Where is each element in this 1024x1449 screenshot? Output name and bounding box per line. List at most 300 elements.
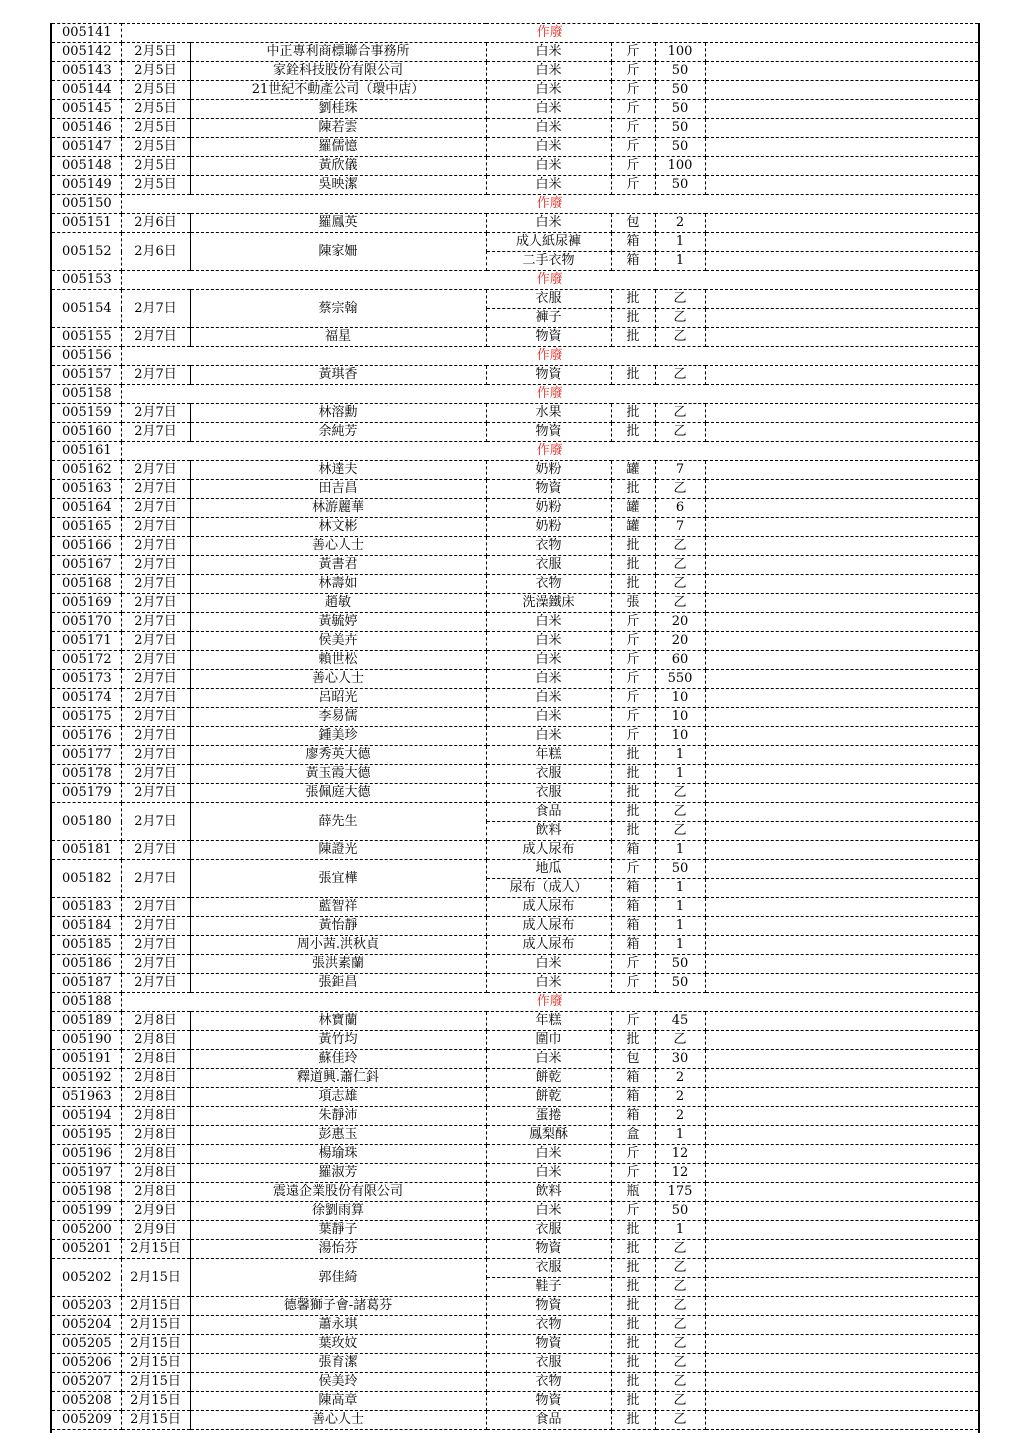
receipt-number: 005179: [52, 784, 121, 803]
item-quantity: 乙: [655, 404, 705, 423]
donor-name: 侯美玲: [190, 1373, 486, 1392]
item-unit: 斤: [611, 1202, 655, 1221]
item-quantity: 乙: [655, 290, 705, 309]
donor-name: 陳若雲: [190, 119, 486, 138]
item-quantity: 50: [655, 100, 705, 119]
item-quantity: 6: [655, 499, 705, 518]
remarks-cell: [705, 651, 978, 670]
remarks-cell: [705, 461, 978, 480]
donation-date: 2月7日: [121, 917, 190, 936]
item-unit: 批: [611, 480, 655, 499]
receipt-number: 005158: [52, 385, 121, 404]
item-unit: 斤: [611, 955, 655, 974]
item-name: 白米: [486, 62, 611, 81]
item-unit: 箱: [611, 879, 655, 898]
item-name: 物資: [486, 1240, 611, 1259]
item-unit: 批: [611, 765, 655, 784]
item-unit: 斤: [611, 81, 655, 100]
item-quantity: 45: [655, 1012, 705, 1031]
table-row: [52, 651, 978, 670]
void-row: [52, 993, 978, 1012]
item-quantity: 乙: [655, 1278, 705, 1297]
donation-date: 2月15日: [121, 1335, 190, 1354]
remarks-cell: [705, 43, 978, 62]
item-unit: 箱: [611, 233, 655, 252]
donor-name: 張佩庭大德: [190, 784, 486, 803]
table-row: [52, 974, 978, 993]
item-quantity: 50: [655, 62, 705, 81]
table-row: [52, 613, 978, 632]
remarks-cell: [705, 898, 978, 917]
receipt-number: 005198: [52, 1183, 121, 1202]
donor-name: 黃書君: [190, 556, 486, 575]
remarks-cell: [705, 632, 978, 651]
void-row: [52, 24, 978, 43]
donation-date: 2月9日: [121, 1202, 190, 1221]
item-name: 白米: [486, 1145, 611, 1164]
receipt-number: 005199: [52, 1202, 121, 1221]
item-unit: 批: [611, 309, 655, 328]
table-row: [52, 1392, 978, 1411]
receipt-number: 005142: [52, 43, 121, 62]
donation-date: 2月15日: [121, 1316, 190, 1335]
item-unit: 箱: [611, 917, 655, 936]
table-row: [52, 233, 978, 252]
item-unit: 批: [611, 1221, 655, 1240]
donor-name: 陳證光: [190, 841, 486, 860]
table-row: [52, 1183, 978, 1202]
table-row: [52, 43, 978, 62]
receipt-number: 005143: [52, 62, 121, 81]
item-name: 白米: [486, 632, 611, 651]
item-name: 鞋子: [486, 1278, 611, 1297]
item-unit: 斤: [611, 1012, 655, 1031]
item-quantity: 60: [655, 651, 705, 670]
receipt-number: 005195: [52, 1126, 121, 1145]
receipt-number: 005157: [52, 366, 121, 385]
remarks-cell: [705, 100, 978, 119]
item-quantity: 2: [655, 1088, 705, 1107]
receipt-number: 005181: [52, 841, 121, 860]
remarks-cell: [705, 1240, 978, 1259]
receipt-number: 005167: [52, 556, 121, 575]
void-label: 作廢: [121, 442, 978, 461]
donor-name: 羅鳳英: [190, 214, 486, 233]
remarks-cell: [705, 1373, 978, 1392]
receipt-number: 005144: [52, 81, 121, 100]
remarks-cell: [705, 1164, 978, 1183]
receipt-number: 005170: [52, 613, 121, 632]
donor-name: 林文彬: [190, 518, 486, 537]
item-unit: 批: [611, 803, 655, 822]
item-name: 物資: [486, 1335, 611, 1354]
item-name: 白米: [486, 100, 611, 119]
receipt-number: 005174: [52, 689, 121, 708]
remarks-cell: [705, 1069, 978, 1088]
donor-name: 羅淑芳: [190, 1164, 486, 1183]
donor-name: 黃毓婷: [190, 613, 486, 632]
table-row: [52, 936, 978, 955]
item-quantity: 10: [655, 689, 705, 708]
item-name: 圍巾: [486, 1031, 611, 1050]
receipt-number: 005156: [52, 347, 121, 366]
item-name: 衣服: [486, 1221, 611, 1240]
item-unit: 斤: [611, 100, 655, 119]
table-row: [52, 689, 978, 708]
item-unit: 罐: [611, 518, 655, 537]
donation-date: 2月7日: [121, 860, 190, 898]
item-unit: 斤: [611, 119, 655, 138]
item-name: 衣服: [486, 290, 611, 309]
remarks-cell: [705, 917, 978, 936]
table-row: [52, 575, 978, 594]
item-quantity: 乙: [655, 537, 705, 556]
receipt-number: 005153: [52, 271, 121, 290]
remarks-cell: [705, 784, 978, 803]
receipt-number: 005207: [52, 1373, 121, 1392]
receipt-number: 005191: [52, 1050, 121, 1069]
donation-date: 2月7日: [121, 518, 190, 537]
donor-name: 家銓科技股份有限公司: [190, 62, 486, 81]
donation-date: 2月8日: [121, 1164, 190, 1183]
donor-name: 蔡宗翰: [190, 290, 486, 328]
item-quantity: 乙: [655, 423, 705, 442]
item-unit: 斤: [611, 689, 655, 708]
table-row: [52, 1012, 978, 1031]
donor-name: 釋道興.蕭仁鈄: [190, 1069, 486, 1088]
donation-date: 2月15日: [121, 1297, 190, 1316]
table-row: [52, 518, 978, 537]
receipt-number: 005155: [52, 328, 121, 347]
table-row: [52, 632, 978, 651]
donor-name: 湯怡芬: [190, 1240, 486, 1259]
table-row: [52, 860, 978, 879]
receipt-number: 005180: [52, 803, 121, 841]
donor-name: 震遠企業股份有限公司: [190, 1183, 486, 1202]
table-row: [52, 746, 978, 765]
donation-date: 2月6日: [121, 214, 190, 233]
table-row: [52, 100, 978, 119]
remarks-cell: [705, 803, 978, 822]
table-row: [52, 480, 978, 499]
table-row: [52, 1373, 978, 1392]
table-row: [52, 1221, 978, 1240]
item-unit: 批: [611, 290, 655, 309]
item-unit: 斤: [611, 43, 655, 62]
item-unit: 斤: [611, 1164, 655, 1183]
remarks-cell: [705, 1316, 978, 1335]
item-unit: 箱: [611, 841, 655, 860]
donation-date: 2月7日: [121, 366, 190, 385]
table-row: [52, 214, 978, 233]
donor-name: 李易儒: [190, 708, 486, 727]
donation-date: 2月8日: [121, 1031, 190, 1050]
item-unit: 批: [611, 1240, 655, 1259]
item-name: 白米: [486, 214, 611, 233]
item-unit: 批: [611, 404, 655, 423]
donor-name: 葉玫妏: [190, 1335, 486, 1354]
item-name: 白米: [486, 157, 611, 176]
item-unit: 批: [611, 1031, 655, 1050]
item-quantity: 1: [655, 936, 705, 955]
donor-name: 趙敏: [190, 594, 486, 613]
item-name: 衣服: [486, 556, 611, 575]
item-quantity: 乙: [655, 309, 705, 328]
donation-date: 2月7日: [121, 936, 190, 955]
remarks-cell: [705, 62, 978, 81]
remarks-cell: [705, 518, 978, 537]
item-name: 物資: [486, 1297, 611, 1316]
receipt-number: 005169: [52, 594, 121, 613]
table-row: [52, 556, 978, 575]
item-quantity: 乙: [655, 1373, 705, 1392]
item-unit: 斤: [611, 176, 655, 195]
item-unit: 包: [611, 214, 655, 233]
donor-name: 善心人士: [190, 537, 486, 556]
item-quantity: 50: [655, 955, 705, 974]
item-unit: 箱: [611, 936, 655, 955]
remarks-cell: [705, 556, 978, 575]
item-quantity: 乙: [655, 1240, 705, 1259]
remarks-cell: [705, 1202, 978, 1221]
donation-date: 2月7日: [121, 613, 190, 632]
donor-name: 項志雄: [190, 1088, 486, 1107]
receipt-number: 005162: [52, 461, 121, 480]
item-name: 尿布（成人）: [486, 879, 611, 898]
remarks-cell: [705, 81, 978, 100]
remarks-cell: [705, 841, 978, 860]
item-quantity: 乙: [655, 1297, 705, 1316]
item-quantity: 50: [655, 1202, 705, 1221]
remarks-cell: [705, 860, 978, 879]
item-name: 白米: [486, 651, 611, 670]
item-unit: 批: [611, 746, 655, 765]
receipt-number: 005146: [52, 119, 121, 138]
donation-ledger-table: [52, 23, 978, 1430]
item-name: 成人尿布: [486, 936, 611, 955]
item-name: 衣服: [486, 1354, 611, 1373]
receipt-number: 005177: [52, 746, 121, 765]
remarks-cell: [705, 119, 978, 138]
item-quantity: 乙: [655, 575, 705, 594]
item-quantity: 1: [655, 765, 705, 784]
donation-date: 2月5日: [121, 176, 190, 195]
item-name: 二手衣物: [486, 252, 611, 271]
remarks-cell: [705, 138, 978, 157]
receipt-number: 005188: [52, 993, 121, 1012]
table-row: [52, 366, 978, 385]
item-unit: 斤: [611, 138, 655, 157]
item-quantity: 50: [655, 974, 705, 993]
receipt-number: 005166: [52, 537, 121, 556]
item-name: 白米: [486, 43, 611, 62]
donation-date: 2月8日: [121, 1126, 190, 1145]
item-name: 物資: [486, 366, 611, 385]
item-name: 物資: [486, 423, 611, 442]
item-name: 衣物: [486, 1373, 611, 1392]
item-quantity: 乙: [655, 366, 705, 385]
remarks-cell: [705, 328, 978, 347]
item-quantity: 乙: [655, 1259, 705, 1278]
item-name: 物資: [486, 328, 611, 347]
remarks-cell: [705, 157, 978, 176]
item-unit: 批: [611, 1411, 655, 1430]
table-row: [52, 81, 978, 100]
remarks-cell: [705, 404, 978, 423]
donor-name: 侯美卉: [190, 632, 486, 651]
donation-date: 2月8日: [121, 1145, 190, 1164]
item-unit: 批: [611, 1259, 655, 1278]
receipt-number: 005190: [52, 1031, 121, 1050]
donation-date: 2月7日: [121, 537, 190, 556]
table-row: [52, 1297, 978, 1316]
remarks-cell: [705, 1335, 978, 1354]
remarks-cell: [705, 1050, 978, 1069]
item-name: 白米: [486, 955, 611, 974]
item-unit: 批: [611, 556, 655, 575]
donation-date: 2月7日: [121, 461, 190, 480]
void-row: [52, 347, 978, 366]
item-unit: 箱: [611, 1107, 655, 1126]
item-quantity: 1: [655, 252, 705, 271]
donor-name: 賴世松: [190, 651, 486, 670]
donor-name: 周小茜.洪秋貞: [190, 936, 486, 955]
remarks-cell: [705, 176, 978, 195]
void-row: [52, 442, 978, 461]
void-label: 作廢: [121, 347, 978, 366]
item-name: 衣服: [486, 1259, 611, 1278]
donor-name: 黃琪香: [190, 366, 486, 385]
receipt-number: 005173: [52, 670, 121, 689]
donation-date: 2月5日: [121, 119, 190, 138]
item-unit: 箱: [611, 252, 655, 271]
receipt-number: 005150: [52, 195, 121, 214]
item-name: 成人尿布: [486, 917, 611, 936]
void-label: 作廢: [121, 195, 978, 214]
donation-date: 2月7日: [121, 290, 190, 328]
item-unit: 斤: [611, 670, 655, 689]
item-quantity: 乙: [655, 1411, 705, 1430]
item-unit: 批: [611, 366, 655, 385]
donation-date: 2月9日: [121, 1221, 190, 1240]
table-row: [52, 176, 978, 195]
receipt-number: 005183: [52, 898, 121, 917]
remarks-cell: [705, 1145, 978, 1164]
table-row: [52, 1031, 978, 1050]
item-name: 白米: [486, 974, 611, 993]
donor-name: 黃竹均: [190, 1031, 486, 1050]
item-unit: 斤: [611, 157, 655, 176]
donor-name: 楊瑜珠: [190, 1145, 486, 1164]
item-name: 地瓜: [486, 860, 611, 879]
item-quantity: 乙: [655, 328, 705, 347]
table-row: [52, 594, 978, 613]
remarks-cell: [705, 746, 978, 765]
item-unit: 批: [611, 1278, 655, 1297]
remarks-cell: [705, 233, 978, 252]
donation-date: 2月8日: [121, 1050, 190, 1069]
donation-date: 2月7日: [121, 974, 190, 993]
item-name: 白米: [486, 689, 611, 708]
donor-name: 黃怡靜: [190, 917, 486, 936]
receipt-number: 005164: [52, 499, 121, 518]
donation-date: 2月15日: [121, 1411, 190, 1430]
item-name: 水果: [486, 404, 611, 423]
item-name: 飲料: [486, 1183, 611, 1202]
item-unit: 箱: [611, 898, 655, 917]
remarks-cell: [705, 822, 978, 841]
item-name: 白米: [486, 119, 611, 138]
remarks-cell: [705, 1107, 978, 1126]
item-name: 餅乾: [486, 1088, 611, 1107]
receipt-number: 005154: [52, 290, 121, 328]
donor-name: 林溶勳: [190, 404, 486, 423]
donor-name: 羅儒憶: [190, 138, 486, 157]
donor-name: 陳高章: [190, 1392, 486, 1411]
item-name: 成人尿布: [486, 841, 611, 860]
item-quantity: 50: [655, 860, 705, 879]
donor-name: 張育潔: [190, 1354, 486, 1373]
item-unit: 斤: [611, 651, 655, 670]
remarks-cell: [705, 1392, 978, 1411]
remarks-cell: [705, 290, 978, 309]
donor-name: 黃玉霞大德: [190, 765, 486, 784]
receipt-number: 005148: [52, 157, 121, 176]
item-name: 年糕: [486, 1012, 611, 1031]
donation-date: 2月7日: [121, 746, 190, 765]
receipt-number: 005205: [52, 1335, 121, 1354]
donation-date: 2月7日: [121, 480, 190, 499]
void-row: [52, 195, 978, 214]
item-unit: 箱: [611, 1069, 655, 1088]
item-quantity: 乙: [655, 784, 705, 803]
table-row: [52, 404, 978, 423]
item-quantity: 12: [655, 1164, 705, 1183]
receipt-number: 005161: [52, 442, 121, 461]
receipt-number: 005206: [52, 1354, 121, 1373]
item-quantity: 1: [655, 233, 705, 252]
item-name: 白米: [486, 176, 611, 195]
item-quantity: 50: [655, 81, 705, 100]
remarks-cell: [705, 252, 978, 271]
remarks-cell: [705, 955, 978, 974]
item-quantity: 100: [655, 43, 705, 62]
item-quantity: 1: [655, 746, 705, 765]
table-row: [52, 955, 978, 974]
table-row: [52, 1088, 978, 1107]
donor-name: 余純芳: [190, 423, 486, 442]
donation-date: 2月15日: [121, 1373, 190, 1392]
remarks-cell: [705, 1411, 978, 1430]
table-row: [52, 119, 978, 138]
table-row: [52, 670, 978, 689]
donor-name: 林達夫: [190, 461, 486, 480]
donor-name: 林游麗華: [190, 499, 486, 518]
receipt-number: 005192: [52, 1069, 121, 1088]
donor-name: 善心人士: [190, 1411, 486, 1430]
donor-name: 郭佳綺: [190, 1259, 486, 1297]
item-quantity: 乙: [655, 1316, 705, 1335]
donation-date: 2月7日: [121, 499, 190, 518]
item-unit: 批: [611, 1297, 655, 1316]
donation-date: 2月7日: [121, 404, 190, 423]
donation-date: 2月7日: [121, 556, 190, 575]
donor-name: 葉靜子: [190, 1221, 486, 1240]
item-name: 鳳梨酥: [486, 1126, 611, 1145]
receipt-number: 005200: [52, 1221, 121, 1240]
item-unit: 斤: [611, 1145, 655, 1164]
table-row: [52, 1316, 978, 1335]
